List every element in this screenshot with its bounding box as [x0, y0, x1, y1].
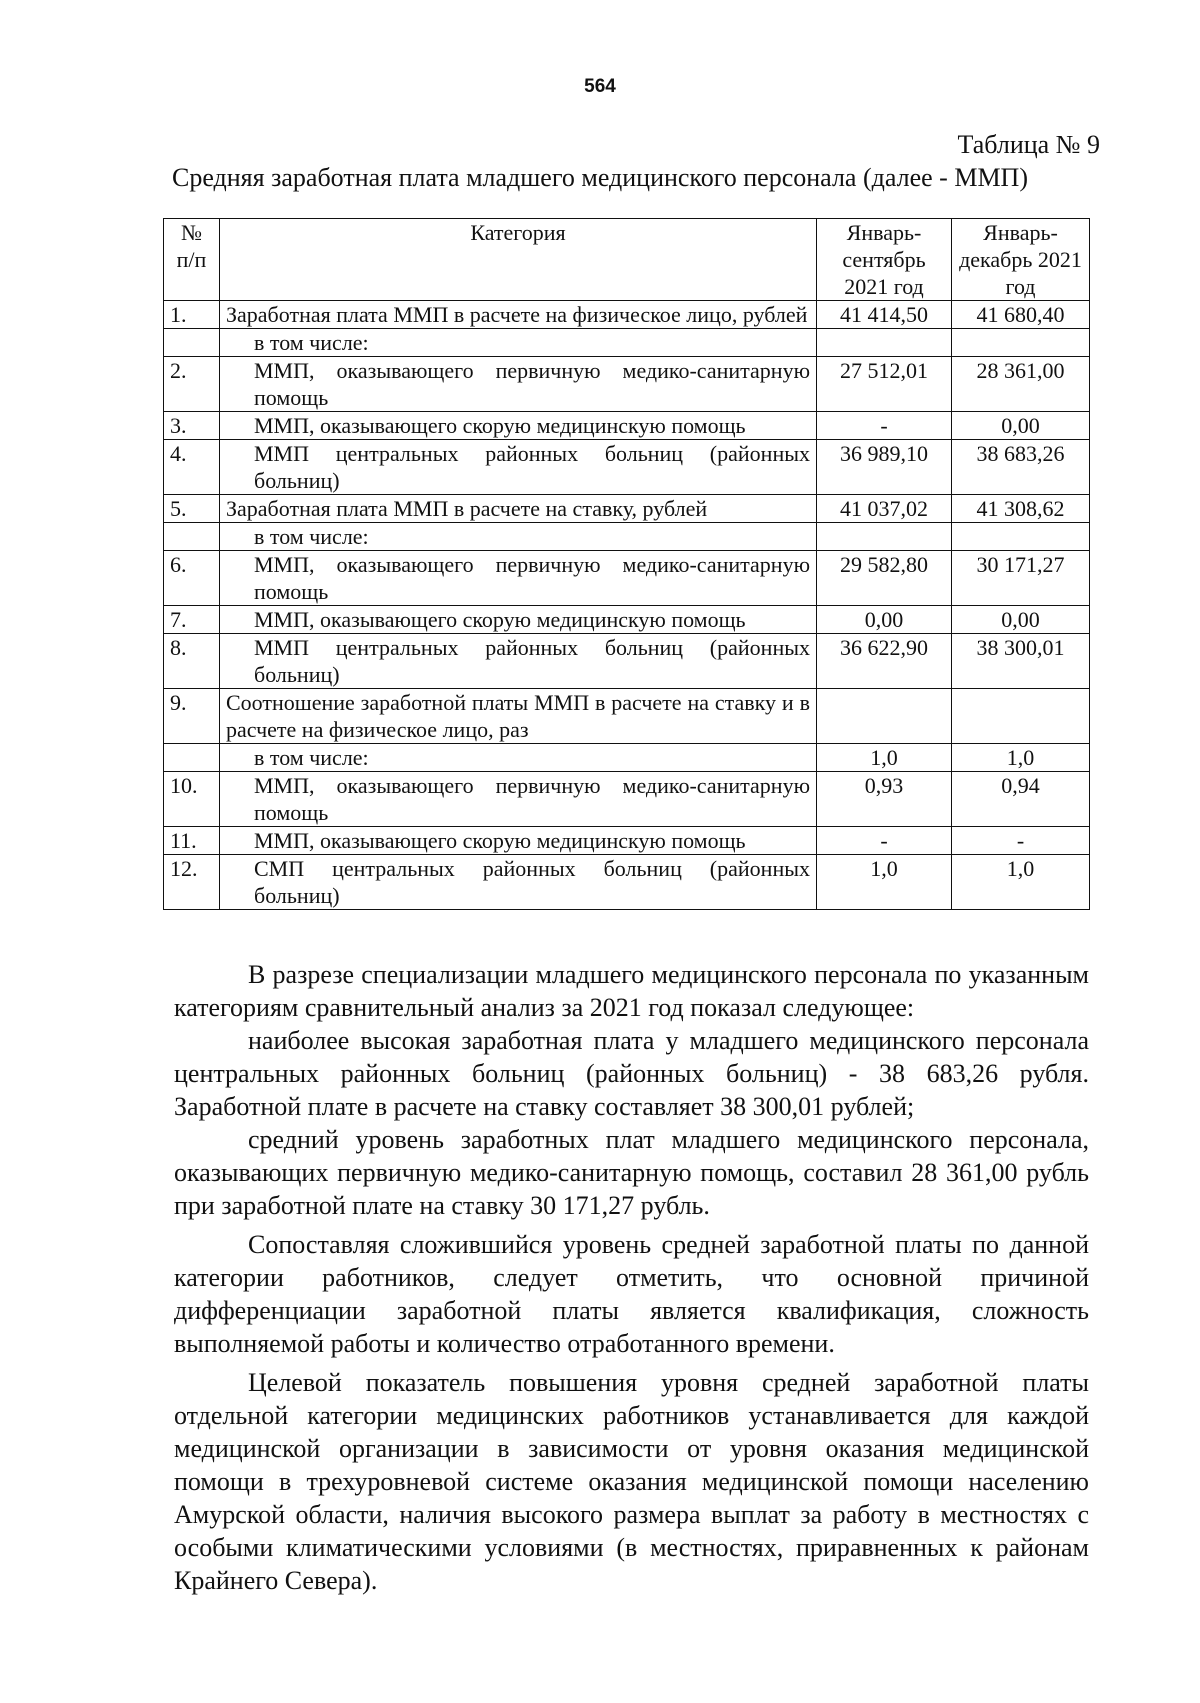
row-value-jan-sep: 29 582,80 — [817, 551, 952, 606]
row-num: 6. — [164, 551, 220, 606]
table-body — [164, 301, 1090, 910]
table-row — [164, 689, 1090, 744]
row-num: 9. — [164, 689, 220, 744]
row-value-jan-dec: 0,00 — [952, 606, 1090, 634]
table-row — [164, 329, 1090, 357]
salary-table — [163, 218, 1090, 910]
page-number: 564 — [584, 76, 616, 97]
table-label: Таблица № 9 — [957, 130, 1100, 159]
row-value-jan-sep: - — [817, 412, 952, 440]
row-category: ММП, оказывающего скорую медицинскую помощь — [220, 412, 817, 440]
row-value-jan-dec: 38 300,01 — [952, 634, 1090, 689]
row-category: ММП, оказывающего первичную медико-санитарную помощь — [220, 551, 817, 606]
row-value-jan-dec: - — [952, 827, 1090, 855]
row-num: 8. — [164, 634, 220, 689]
table-row — [164, 523, 1090, 551]
row-value-jan-sep: 36 622,90 — [817, 634, 952, 689]
header-num: № п/п — [164, 219, 220, 301]
paragraph: наиболее высокая заработная плата у младшего медицинского персонала центральных районных больниц (районных больниц) - 38 683,26 рубля. Заработной плате в расчете на ставку составляет 38 300,01 рублей; — [174, 1026, 1089, 1121]
table-row — [164, 357, 1090, 412]
row-value-jan-sep: 41 037,02 — [817, 495, 952, 523]
table-header — [164, 219, 1090, 301]
row-num: 7. — [164, 606, 220, 634]
row-value-jan-sep: 41 414,50 — [817, 301, 952, 329]
table-row — [164, 744, 1090, 772]
table-row — [164, 440, 1090, 495]
row-num — [164, 329, 220, 357]
table-row — [164, 551, 1090, 606]
paragraph: В разрезе специализации младшего медицинского персонала по указанным категориям сравнительный анализ за 2021 год показал следующее: — [174, 960, 1089, 1022]
header-category: Категория — [220, 219, 817, 301]
header-jan-sep-2021: Январь-сентябрь 2021 год — [817, 219, 952, 301]
row-value-jan-sep: 1,0 — [817, 855, 952, 910]
table-row — [164, 301, 1090, 329]
row-value-jan-sep — [817, 329, 952, 357]
row-num: 12. — [164, 855, 220, 910]
row-value-jan-dec: 41 308,62 — [952, 495, 1090, 523]
row-num: 4. — [164, 440, 220, 495]
table-row — [164, 772, 1090, 827]
body-text — [174, 958, 1089, 1597]
row-category: ММП, оказывающего первичную медико-санитарную помощь — [220, 772, 817, 827]
row-category: Соотношение заработной платы ММП в расчете на ставку и в расчете на физическое лицо, раз — [220, 689, 817, 744]
row-value-jan-sep: - — [817, 827, 952, 855]
row-num: 11. — [164, 827, 220, 855]
row-value-jan-sep: 27 512,01 — [817, 357, 952, 412]
row-value-jan-dec — [952, 329, 1090, 357]
table-row — [164, 412, 1090, 440]
row-category: ММП центральных районных больниц (районных больниц) — [220, 634, 817, 689]
paragraph: Сопоставляя сложившийся уровень средней заработной платы по данной категории работников, следует отметить, что основной причиной дифференциации заработной платы является квалификация, сложность выполняемой работы и количество отработанного времени. — [174, 1230, 1089, 1358]
table-row — [164, 606, 1090, 634]
row-value-jan-dec: 1,0 — [952, 744, 1090, 772]
row-value-jan-dec: 28 361,00 — [952, 357, 1090, 412]
table-title: Средняя заработная плата младшего медицинского персонала (далее - ММП) — [172, 163, 1028, 192]
row-value-jan-sep: 0,93 — [817, 772, 952, 827]
table-row — [164, 855, 1090, 910]
row-num: 1. — [164, 301, 220, 329]
row-value-jan-dec — [952, 689, 1090, 744]
row-category: ММП центральных районных больниц (районных больниц) — [220, 440, 817, 495]
row-value-jan-dec: 30 171,27 — [952, 551, 1090, 606]
row-category: ММП, оказывающего первичную медико-санитарную помощь — [220, 357, 817, 412]
row-value-jan-dec: 1,0 — [952, 855, 1090, 910]
row-value-jan-sep — [817, 689, 952, 744]
header-jan-dec-2021: Январь-декабрь 2021 год — [952, 219, 1090, 301]
row-value-jan-sep: 0,00 — [817, 606, 952, 634]
row-value-jan-dec: 0,94 — [952, 772, 1090, 827]
row-category: в том числе: — [220, 329, 817, 357]
row-num — [164, 523, 220, 551]
row-category: в том числе: — [220, 523, 817, 551]
row-value-jan-dec: 0,00 — [952, 412, 1090, 440]
paragraph: Целевой показатель повышения уровня средней заработной платы отдельной категории медицинских работников устанавливается для каждой медицинской организации в зависимости от уровня оказания медицинской помощи в трехуровневой системе оказания медицинской помощи населению Амурской области, наличия высокого размера выплат за работу в местностях с особыми климатическими условиями (в местностях, приравненных к районам Крайнего Севера). — [174, 1368, 1089, 1595]
table-row — [164, 634, 1090, 689]
row-value-jan-dec — [952, 523, 1090, 551]
row-num: 3. — [164, 412, 220, 440]
row-num: 5. — [164, 495, 220, 523]
row-num: 2. — [164, 357, 220, 412]
row-category: Заработная плата ММП в расчете на физическое лицо, рублей — [220, 301, 817, 329]
row-value-jan-dec: 41 680,40 — [952, 301, 1090, 329]
table-header-row — [164, 219, 1090, 301]
row-category: ММП, оказывающего скорую медицинскую помощь — [220, 606, 817, 634]
table-row — [164, 495, 1090, 523]
row-category: Заработная плата ММП в расчете на ставку, рублей — [220, 495, 817, 523]
row-category: ММП, оказывающего скорую медицинскую помощь — [220, 827, 817, 855]
row-category: СМП центральных районных больниц (районных больниц) — [220, 855, 817, 910]
row-value-jan-sep — [817, 523, 952, 551]
row-category: в том числе: — [220, 744, 817, 772]
row-num — [164, 744, 220, 772]
table-row — [164, 827, 1090, 855]
row-num: 10. — [164, 772, 220, 827]
row-value-jan-sep: 36 989,10 — [817, 440, 952, 495]
row-value-jan-sep: 1,0 — [817, 744, 952, 772]
row-value-jan-dec: 38 683,26 — [952, 440, 1090, 495]
paragraph: средний уровень заработных плат младшего медицинского персонала, оказывающих первичную медико-санитарную помощь, составил 28 361,00 рубль при заработной плате на ставку 30 171,27 рубль. — [174, 1125, 1089, 1220]
